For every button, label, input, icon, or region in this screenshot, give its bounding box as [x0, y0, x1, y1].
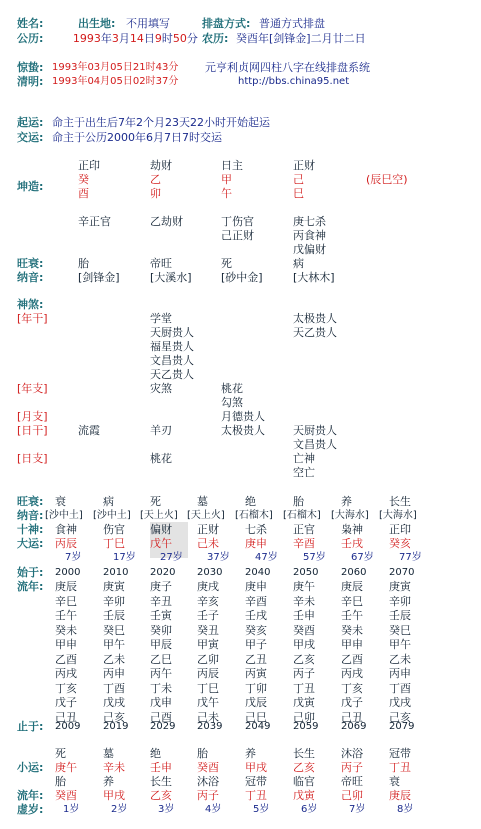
dayun-liunian-cell: 丁酉: [389, 681, 411, 695]
dayun-nayin: [沙中土]: [93, 510, 131, 521]
xusui-age: 2岁: [111, 804, 128, 815]
qiyun-value: 命主于出生后7年2个月23天22小时开始起运: [52, 116, 270, 129]
dayun-age: 17岁: [113, 552, 136, 563]
dayun-start-year: 2050: [293, 567, 319, 578]
xiaoyun-stage-top: 养: [245, 747, 256, 760]
xiaoyun-stage-bottom: 胎: [55, 775, 66, 788]
xiaoyun-liunian: 癸酉: [55, 789, 77, 802]
gongli-month-unit: 月: [118, 32, 130, 45]
dayun-liunian-cell: 乙未: [389, 652, 411, 666]
xiaoyun-liunian: 甲戌: [103, 789, 125, 802]
dayun-liunian-cell: 甲寅: [197, 638, 219, 651]
gongli-day: 14: [129, 32, 144, 45]
dayun-liunian-cell: 甲戌: [293, 638, 315, 651]
dayun-end-year: 2079: [389, 721, 415, 732]
site-url[interactable]: http://bbs.china95.net: [238, 76, 350, 87]
dayun-liunian-cell: 辛巳: [341, 594, 363, 608]
xiaoyun-stage-bottom: 临官: [293, 775, 315, 788]
dayun-age: 67岁: [351, 552, 374, 563]
xiaoyun-liunian-label: 流年:: [17, 789, 44, 802]
xiaoyun-stage-bottom: 养: [103, 775, 114, 788]
dayun-liunian-cell: 乙亥: [293, 652, 315, 666]
dayun-liunian-cell: 乙酉: [341, 652, 363, 666]
gongli-day-unit: 日: [143, 32, 155, 45]
shensha-item: 文昌贵人: [293, 438, 337, 451]
xiaoyun-stage-bottom: 冠带: [245, 775, 267, 788]
shensha-row-label: [年干]: [17, 312, 48, 325]
jingzhe-value: 1993年03月05日21时43分: [52, 62, 179, 73]
xiaoyun-ganzhi: 乙亥: [293, 761, 315, 774]
dayun-nayin: [大海水]: [331, 510, 369, 521]
shensha-item: 羊刃: [150, 424, 172, 437]
canggan-hour-2: 丙食神: [293, 229, 326, 242]
dayun-liunian-cell: 辛卯: [103, 594, 125, 608]
shensha-item: 勾煞: [221, 396, 243, 409]
dayun-age: 47岁: [255, 552, 278, 563]
xiaoyun-liunian: 己卯: [341, 789, 363, 802]
shensha-item: 太极贵人: [293, 312, 337, 325]
dayun-shishen: 正印: [389, 523, 411, 536]
pillar-month-gan: 乙: [150, 173, 161, 186]
dayun-ganzhi: 丁巳: [103, 537, 125, 550]
dayun-liunian-cell: 丙申: [103, 667, 125, 680]
dayun-liunian-cell: 庚戌: [197, 580, 219, 593]
dayun-liunian-cell: 辛卯: [389, 594, 411, 608]
wangshuai-day: 死: [221, 257, 232, 270]
dayun-ganzhi: 戊午: [150, 537, 172, 550]
dayun-shishen-label: 十神:: [17, 523, 44, 536]
dayun-end-label: 止于:: [17, 720, 44, 733]
jiaoyun-value: 命主于公历2000年6月7日7时交运: [52, 131, 222, 144]
nayin-month: [大溪水]: [150, 271, 192, 284]
dayun-liunian-cell: 丙寅: [245, 667, 267, 680]
dayun-liunian-cell: 壬辰: [103, 609, 125, 622]
shensha-row-label: [日干]: [17, 424, 48, 437]
birthplace-label: 出生地:: [78, 17, 116, 30]
shensha-item: 天厨贵人: [150, 326, 194, 339]
xiaoyun-stage-top: 沐浴: [341, 747, 363, 760]
gongli-minute-unit: 分: [186, 32, 198, 45]
dayun-liunian-cell: 庚辰: [341, 580, 363, 593]
dayun-end-year: 2039: [197, 721, 223, 732]
pillar-month-shishen: 劫财: [150, 159, 172, 172]
shensha-item: 文昌贵人: [150, 354, 194, 367]
dayun-liunian-cell: 己丑: [341, 710, 363, 724]
gongli-hour-unit: 时: [161, 32, 173, 45]
paipan-label: 排盘方式:: [202, 17, 251, 30]
dayun-liunian-cell: 壬午: [55, 609, 77, 622]
shensha-item: 流霞: [78, 424, 100, 437]
dayun-liunian-cell: 甲午: [389, 638, 411, 651]
dayun-liunian-cell: 戊戌: [389, 696, 411, 709]
dayun-liunian-cell: 壬戌: [245, 609, 267, 622]
pillar-year-zhi: 酉: [78, 187, 89, 200]
dayun-liunian-cell: 辛巳: [55, 594, 77, 608]
nongli-value: 癸酉年[剑锋金]二月廿二日: [236, 32, 366, 45]
dayun-liunian-cell: 丙辰: [197, 667, 219, 680]
wangshuai-year: 胎: [78, 257, 89, 270]
dayun-liunian-cell: 庚子: [150, 580, 172, 593]
dayun-shishen: 偏财: [150, 523, 172, 536]
dayun-liunian-cell: 己未: [197, 710, 219, 724]
dayun-start-year: 2010: [103, 567, 129, 578]
xusui-age: 6岁: [301, 804, 318, 815]
dayun-wangshuai: 绝: [245, 495, 256, 508]
xiaoyun-ganzhi: 丁丑: [389, 761, 411, 774]
nayin-hour: [大林木]: [293, 271, 335, 284]
gongli-row: [17, 32, 198, 45]
gongli-minute: 50: [172, 32, 187, 45]
xusui-age: 4岁: [205, 804, 222, 815]
dayun-liunian-cell: 丁丑: [293, 681, 315, 695]
canggan-month-1: 乙劫财: [150, 215, 183, 228]
jingzhe-label: 惊蛰:: [17, 61, 44, 74]
xiaoyun-stage-top: 冠带: [389, 747, 411, 760]
xiaoyun-liunian: 丁丑: [245, 789, 267, 802]
pillar-year-gan: 癸: [78, 173, 89, 186]
xiaoyun-ganzhi: 癸酉: [197, 761, 219, 774]
dayun-liunian-cell: 辛丑: [150, 594, 172, 608]
dayun-wangshuai: 衰: [55, 495, 66, 508]
dayun-wangshuai: 长生: [389, 495, 411, 508]
dayun-age: 37岁: [207, 552, 230, 563]
dayun-ganzhi: 庚申: [245, 537, 267, 550]
wangshuai-month: 帝旺: [150, 257, 172, 270]
dayun-liunian-cell: 癸未: [341, 623, 363, 637]
xiaoyun-stage-bottom: 帝旺: [341, 775, 363, 788]
wangshuai-hour: 病: [293, 257, 304, 270]
pillar-year-shishen: 正印: [78, 159, 100, 172]
dayun-liunian-cell: 壬申: [293, 609, 315, 622]
dayun-liunian-cell: 庚寅: [103, 580, 125, 593]
dayun-label: 大运:: [17, 537, 44, 550]
dayun-wangshuai: 墓: [197, 495, 208, 508]
dayun-age: 57岁: [303, 552, 326, 563]
dayun-shishen: 正财: [197, 523, 219, 536]
dayun-start-year: 2020: [150, 567, 176, 578]
paipan-value: 普通方式排盘: [259, 17, 325, 30]
dayun-shishen: 枭神: [341, 523, 363, 536]
xusui-age: 3岁: [158, 804, 175, 815]
canggan-hour-1: 庚七杀: [293, 215, 326, 228]
dayun-shishen: 正官: [293, 523, 315, 536]
dayun-liunian-cell: 甲申: [341, 638, 363, 651]
dayun-liunian-cell: 辛亥: [197, 594, 219, 608]
shensha-item: 空亡: [293, 466, 315, 479]
dayun-liunian-cell: 己丑: [55, 710, 77, 724]
qiyun-label: 起运:: [17, 116, 44, 129]
dayun-liunian-cell: 乙酉: [55, 652, 77, 666]
dayun-ganzhi: 辛酉: [293, 537, 315, 550]
dayun-liunian-cell: 甲午: [103, 638, 125, 651]
dayun-liunian-cell: 甲子: [245, 638, 267, 651]
xiaoyun-liunian: 庚辰: [389, 789, 411, 802]
gongli-year-unit: 年: [100, 32, 112, 45]
nayin-day: [砂中金]: [221, 271, 263, 284]
dayun-liunian-cell: 己卯: [293, 710, 315, 724]
dayun-liunian-cell: 戊午: [197, 696, 219, 709]
pillar-hour-gan: 己: [293, 173, 304, 186]
dayun-liunian-cell: 己亥: [389, 710, 411, 724]
dayun-ganzhi: 己未: [197, 537, 219, 550]
kongwang: (辰巳空): [366, 173, 408, 186]
xiaoyun-ganzhi: 丙子: [341, 761, 363, 774]
qingming-value: 1993年04月05日02时37分: [52, 76, 179, 87]
dayun-start-year: 2060: [341, 567, 367, 578]
dayun-liunian-cell: 庚午: [293, 580, 315, 593]
dayun-liunian-cell: 丙申: [389, 667, 411, 680]
xiaoyun-ganzhi: 辛未: [103, 761, 125, 774]
shensha-row-label: [日支]: [17, 452, 48, 465]
dayun-liunian-cell: 丙午: [150, 667, 172, 680]
xiaoyun-stage-bottom: 沐浴: [197, 775, 219, 788]
dayun-liunian-cell: 戊戌: [103, 696, 125, 709]
dayun-liunian-cell: 丙子: [293, 667, 315, 680]
dayun-liunian-cell: 癸丑: [197, 623, 219, 637]
dayun-shishen: 伤官: [103, 523, 125, 536]
pillar-month-zhi: 卯: [150, 187, 161, 200]
jiaoyun-label: 交运:: [17, 131, 44, 144]
xiaoyun-stage-top: 死: [55, 747, 66, 760]
dayun-liunian-cell: 丁卯: [245, 681, 267, 695]
dayun-age: 77岁: [399, 552, 422, 563]
shensha-item: 天乙贵人: [293, 326, 337, 339]
shensha-item: 月德贵人: [221, 410, 265, 423]
dayun-wangshuai: 胎: [293, 495, 304, 508]
nayin-label: 纳音:: [17, 271, 44, 284]
xiaoyun-stage-top: 绝: [150, 747, 161, 760]
dayun-ganzhi: 丙辰: [55, 537, 77, 550]
canggan-day-2: 己正财: [221, 229, 254, 242]
dayun-liunian-cell: 甲辰: [150, 638, 172, 651]
xiaoyun-stage-top: 墓: [103, 747, 114, 760]
dayun-nayin: [天上火]: [187, 510, 225, 521]
dayun-nayin: [大海水]: [379, 510, 417, 521]
dayun-liunian-cell: 戊申: [150, 696, 172, 709]
dayun-end-year: 2009: [55, 721, 81, 732]
dayun-liunian-cell: 辛未: [293, 594, 315, 608]
canggan-year-1: 辛正官: [78, 215, 111, 228]
shensha-title: 神煞:: [17, 298, 44, 311]
pillar-day-zhi: 午: [221, 187, 232, 200]
pillar-hour-zhi: 巳: [293, 187, 304, 200]
dayun-shishen: 七杀: [245, 523, 267, 536]
dayun-nayin: [沙中土]: [45, 510, 83, 521]
dayun-liunian-cell: 癸未: [55, 623, 77, 637]
gongli-year: 1993: [72, 32, 101, 45]
dayun-liunian-cell: 丙戌: [55, 667, 77, 680]
dayun-wangshuai-label: 旺衰:: [17, 495, 44, 508]
dayun-nayin: [天上火]: [140, 510, 178, 521]
dayun-liunian-cell: 壬寅: [150, 609, 172, 622]
xiaoyun-stage-bottom: 长生: [150, 775, 172, 788]
nayin-year: [剑锋金]: [78, 271, 120, 284]
site-title: 元亨利贞网四柱八字在线排盘系统: [205, 61, 370, 74]
pillar-day-gan: 甲: [221, 173, 232, 186]
dayun-liunian-cell: 己巳: [245, 710, 267, 724]
pillar-hour-shishen: 正财: [293, 159, 315, 172]
dayun-nayin: [石榴木]: [283, 510, 321, 521]
qingming-label: 清明:: [17, 75, 44, 88]
gongli-hour: 9: [154, 32, 162, 45]
pillar-day-shishen: 日主: [221, 159, 243, 172]
dayun-liunian-cell: 戊辰: [245, 696, 267, 709]
dayun-liunian-cell: 壬子: [197, 609, 219, 622]
xusui-age: 7岁: [349, 804, 366, 815]
xiaoyun-ganzhi: 壬申: [150, 761, 172, 774]
dayun-wangshuai: 病: [103, 495, 114, 508]
shensha-item: 桃花: [221, 382, 243, 395]
gongli-label: 公历:: [17, 32, 44, 45]
dayun-liunian-cell: 甲申: [55, 638, 77, 651]
dayun-liunian-cell: 丙戌: [341, 667, 363, 680]
xusui-age: 5岁: [253, 804, 270, 815]
shensha-item: 福星贵人: [150, 340, 194, 353]
dayun-age: 7岁: [65, 552, 82, 563]
xiaoyun-stage-top: 长生: [293, 747, 315, 760]
dayun-start-year: 2040: [245, 567, 271, 578]
shensha-item: 灾煞: [150, 382, 172, 395]
dayun-end-year: 2029: [150, 721, 176, 732]
dayun-end-year: 2049: [245, 721, 271, 732]
dayun-liunian-cell: 丁亥: [341, 681, 363, 695]
shensha-row-label: [年支]: [17, 382, 48, 395]
shensha-item: 亡神: [293, 452, 315, 465]
dayun-wangshuai: 死: [150, 495, 161, 508]
dayun-liunian-cell: 癸巳: [103, 623, 125, 637]
shensha-item: 天乙贵人: [150, 368, 194, 381]
shensha-row-label: [月支]: [17, 410, 48, 423]
dayun-end-year: 2019: [103, 721, 129, 732]
dayun-start-year: 2030: [197, 567, 223, 578]
xusui-age: 8岁: [397, 804, 414, 815]
xiaoyun-label: 小运:: [17, 761, 44, 774]
xiaoyun-ganzhi: 庚午: [55, 761, 77, 774]
dayun-liunian-cell: 乙卯: [197, 652, 219, 666]
dayun-liunian-cell: 乙未: [103, 652, 125, 666]
xiaoyun-liunian: 戊寅: [293, 789, 315, 802]
dayun-liunian-cell: 戊子: [341, 696, 363, 709]
dayun-nayin: [石榴木]: [235, 510, 273, 521]
xiaoyun-liunian: 乙亥: [150, 789, 172, 802]
dayun-liunian-cell: 己亥: [103, 710, 125, 724]
dayun-wangshuai: 养: [341, 495, 352, 508]
dayun-liunian-cell: 辛酉: [245, 594, 267, 608]
xiaoyun-ganzhi: 甲戌: [245, 761, 267, 774]
dayun-liunian-label: 流年:: [17, 580, 44, 593]
xusui-age: 1岁: [63, 804, 80, 815]
dayun-liunian-cell: 乙巳: [150, 652, 172, 666]
dayun-age: 27岁: [160, 552, 183, 563]
dayun-liunian-cell: 乙丑: [245, 652, 267, 666]
xiaoyun-liunian: 丙子: [197, 789, 219, 802]
xusui-label: 虚岁:: [17, 803, 44, 816]
shensha-item: 太极贵人: [221, 424, 265, 437]
dayun-end-year: 2059: [293, 721, 319, 732]
shensha-item: 天厨贵人: [293, 424, 337, 437]
shensha-item: 学堂: [150, 312, 172, 325]
canggan-day-1: 丁伤官: [221, 215, 254, 228]
gongli-month: 3: [111, 32, 119, 45]
birthplace-value: 不用填写: [126, 17, 170, 30]
dayun-liunian-cell: 己酉: [150, 710, 172, 724]
dayun-ganzhi: 癸亥: [389, 537, 411, 550]
dayun-liunian-cell: 丁未: [150, 681, 172, 695]
wangshuai-label: 旺衰:: [17, 257, 44, 270]
dayun-liunian-cell: 丁亥: [55, 681, 77, 695]
dayun-liunian-cell: 戊寅: [293, 696, 315, 709]
dayun-start-year: 2070: [389, 567, 415, 578]
dayun-start-year: 2000: [55, 567, 81, 578]
dayun-liunian-cell: 癸巳: [389, 623, 411, 637]
dayun-liunian-cell: 丁巳: [197, 681, 219, 695]
dayun-liunian-cell: 壬午: [341, 609, 363, 622]
shensha-item: 桃花: [150, 452, 172, 465]
dayun-liunian-cell: 庚辰: [55, 580, 77, 593]
dayun-liunian-cell: 庚寅: [389, 580, 411, 593]
kunzao-label: 坤造:: [17, 180, 44, 193]
dayun-start-label: 始于:: [17, 566, 44, 579]
xiaoyun-stage-top: 胎: [197, 747, 208, 760]
dayun-liunian-cell: 戊子: [55, 696, 77, 709]
name-label: 姓名:: [17, 17, 44, 30]
dayun-liunian-cell: 癸酉: [293, 623, 315, 637]
dayun-liunian-cell: 壬辰: [389, 609, 411, 622]
dayun-liunian-cell: 庚申: [245, 580, 267, 593]
dayun-shishen: 食神: [55, 523, 77, 536]
dayun-ganzhi: 壬戌: [341, 537, 363, 550]
dayun-liunian-cell: 癸亥: [245, 623, 267, 637]
nongli-label: 农历:: [202, 32, 229, 45]
dayun-liunian-cell: 癸卯: [150, 623, 172, 637]
dayun-nayin-label: 纳音:: [17, 509, 44, 522]
canggan-hour-3: 戊偏财: [293, 243, 326, 256]
xiaoyun-stage-bottom: 衰: [389, 775, 400, 788]
dayun-liunian-cell: 丁酉: [103, 681, 125, 695]
dayun-end-year: 2069: [341, 721, 367, 732]
